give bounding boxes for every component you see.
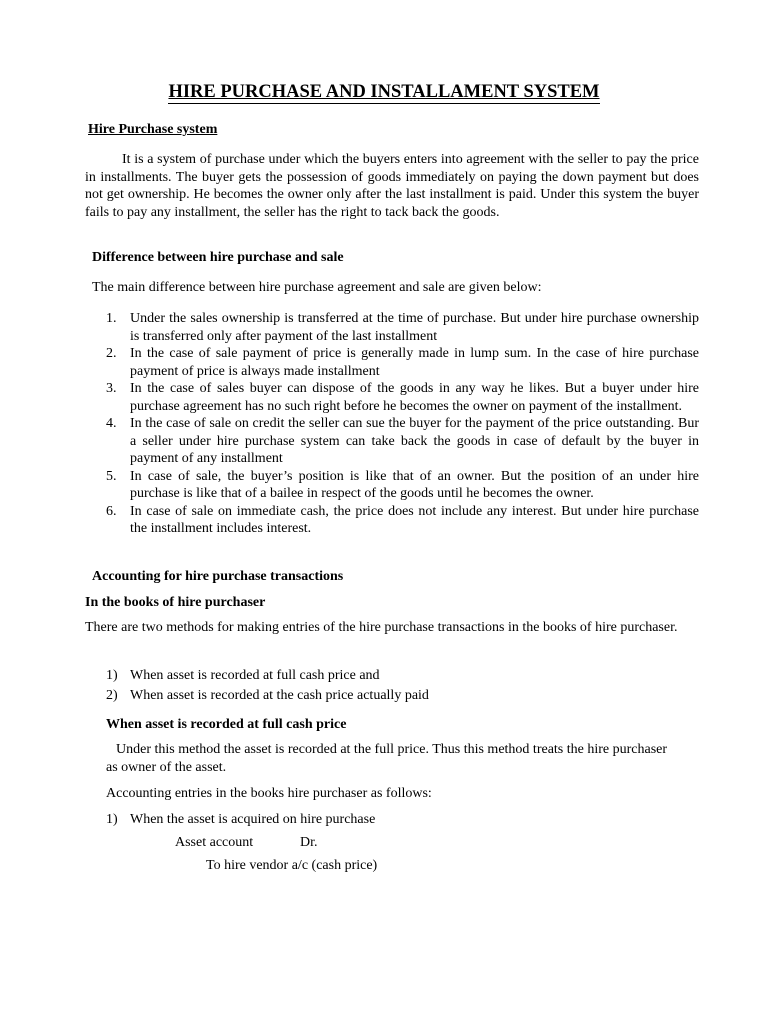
section-subheading-books-of-hire-purchaser: In the books of hire purchaser — [85, 595, 266, 610]
journal-credit-line: To hire vendor a/c (cash price) — [206, 858, 378, 873]
difference-intro-text: The main difference between hire purchase agreement and sale are given below: — [92, 280, 542, 295]
full-cash-price-paragraph: Under this method the asset is recorded at the full price. Thus this method treats the hire purchaser as owner of the asset. — [106, 742, 668, 775]
entry-step-1: 1) When the asset is acquired on hire purchase — [106, 812, 376, 827]
section-heading-accounting: Accounting for hire purchase transactions — [92, 569, 344, 584]
list-item: 6. In case of sale on immediate cash, the price does not include any interest. But under hire purchase the installment includes interest. — [106, 503, 699, 536]
methods-list — [106, 667, 699, 704]
hire-purchase-definition-paragraph: It is a system of purchase under which the buyers enters into agreement with the seller to pay the price in installments. The buyer gets the possession of goods immediately on paying the down payment but does not get ownership. He becomes the owner only after the last installment is paid. Under this system the buyer fails to pay any installment, the seller has the right to tack back the goods. — [85, 152, 699, 220]
list-item: 2) When asset is recorded at the cash price actually paid — [106, 687, 429, 703]
journal-debit-marker: Dr. — [300, 835, 318, 850]
section-heading-difference: Difference between hire purchase and sale — [92, 250, 344, 265]
list-item: 5. In case of sale, the buyer’s position is like that of an owner. But the position of an under hire purchase is like that of a bailee in respect of the goods until he becomes the owner. — [106, 468, 699, 501]
list-item: 2. In the case of sale payment of price is generally made in lump sum. In the case of hire purchase payment of price is always made installment — [106, 346, 699, 379]
section-heading-hire-purchase-system: Hire Purchase system — [88, 122, 218, 137]
page-title: HIRE PURCHASE AND INSTALLAMENT SYSTEM — [168, 82, 600, 102]
list-item: 3. In the case of sales buyer can dispose of the goods in any way he likes. But a buyer under hire purchase agreement has no such right before he becomes the owner on payment of the installment. — [106, 381, 699, 414]
accounting-entries-intro: Accounting entries in the books hire purchaser as follows: — [106, 786, 432, 801]
list-item: 4. In the case of sale on credit the seller can sue the buyer for the payment of the price outstanding. Bur a seller under hire purchase system can take back the goods in case of default by the buyer in payment of any installment — [106, 416, 699, 466]
list-item: 1. Under the sales ownership is transferred at the time of purchase. But under hire purchase ownership is transferred only after payment of the last installment — [106, 311, 699, 344]
methods-intro-text: There are two methods for making entries of the hire purchase transactions in the books of hire purchaser. — [85, 620, 678, 635]
list-item: 1) When asset is recorded at full cash price and — [106, 668, 380, 683]
journal-debit-account: Asset account — [175, 835, 254, 850]
section-heading-full-cash-price: When asset is recorded at full cash price — [106, 717, 347, 732]
difference-list — [106, 310, 699, 538]
